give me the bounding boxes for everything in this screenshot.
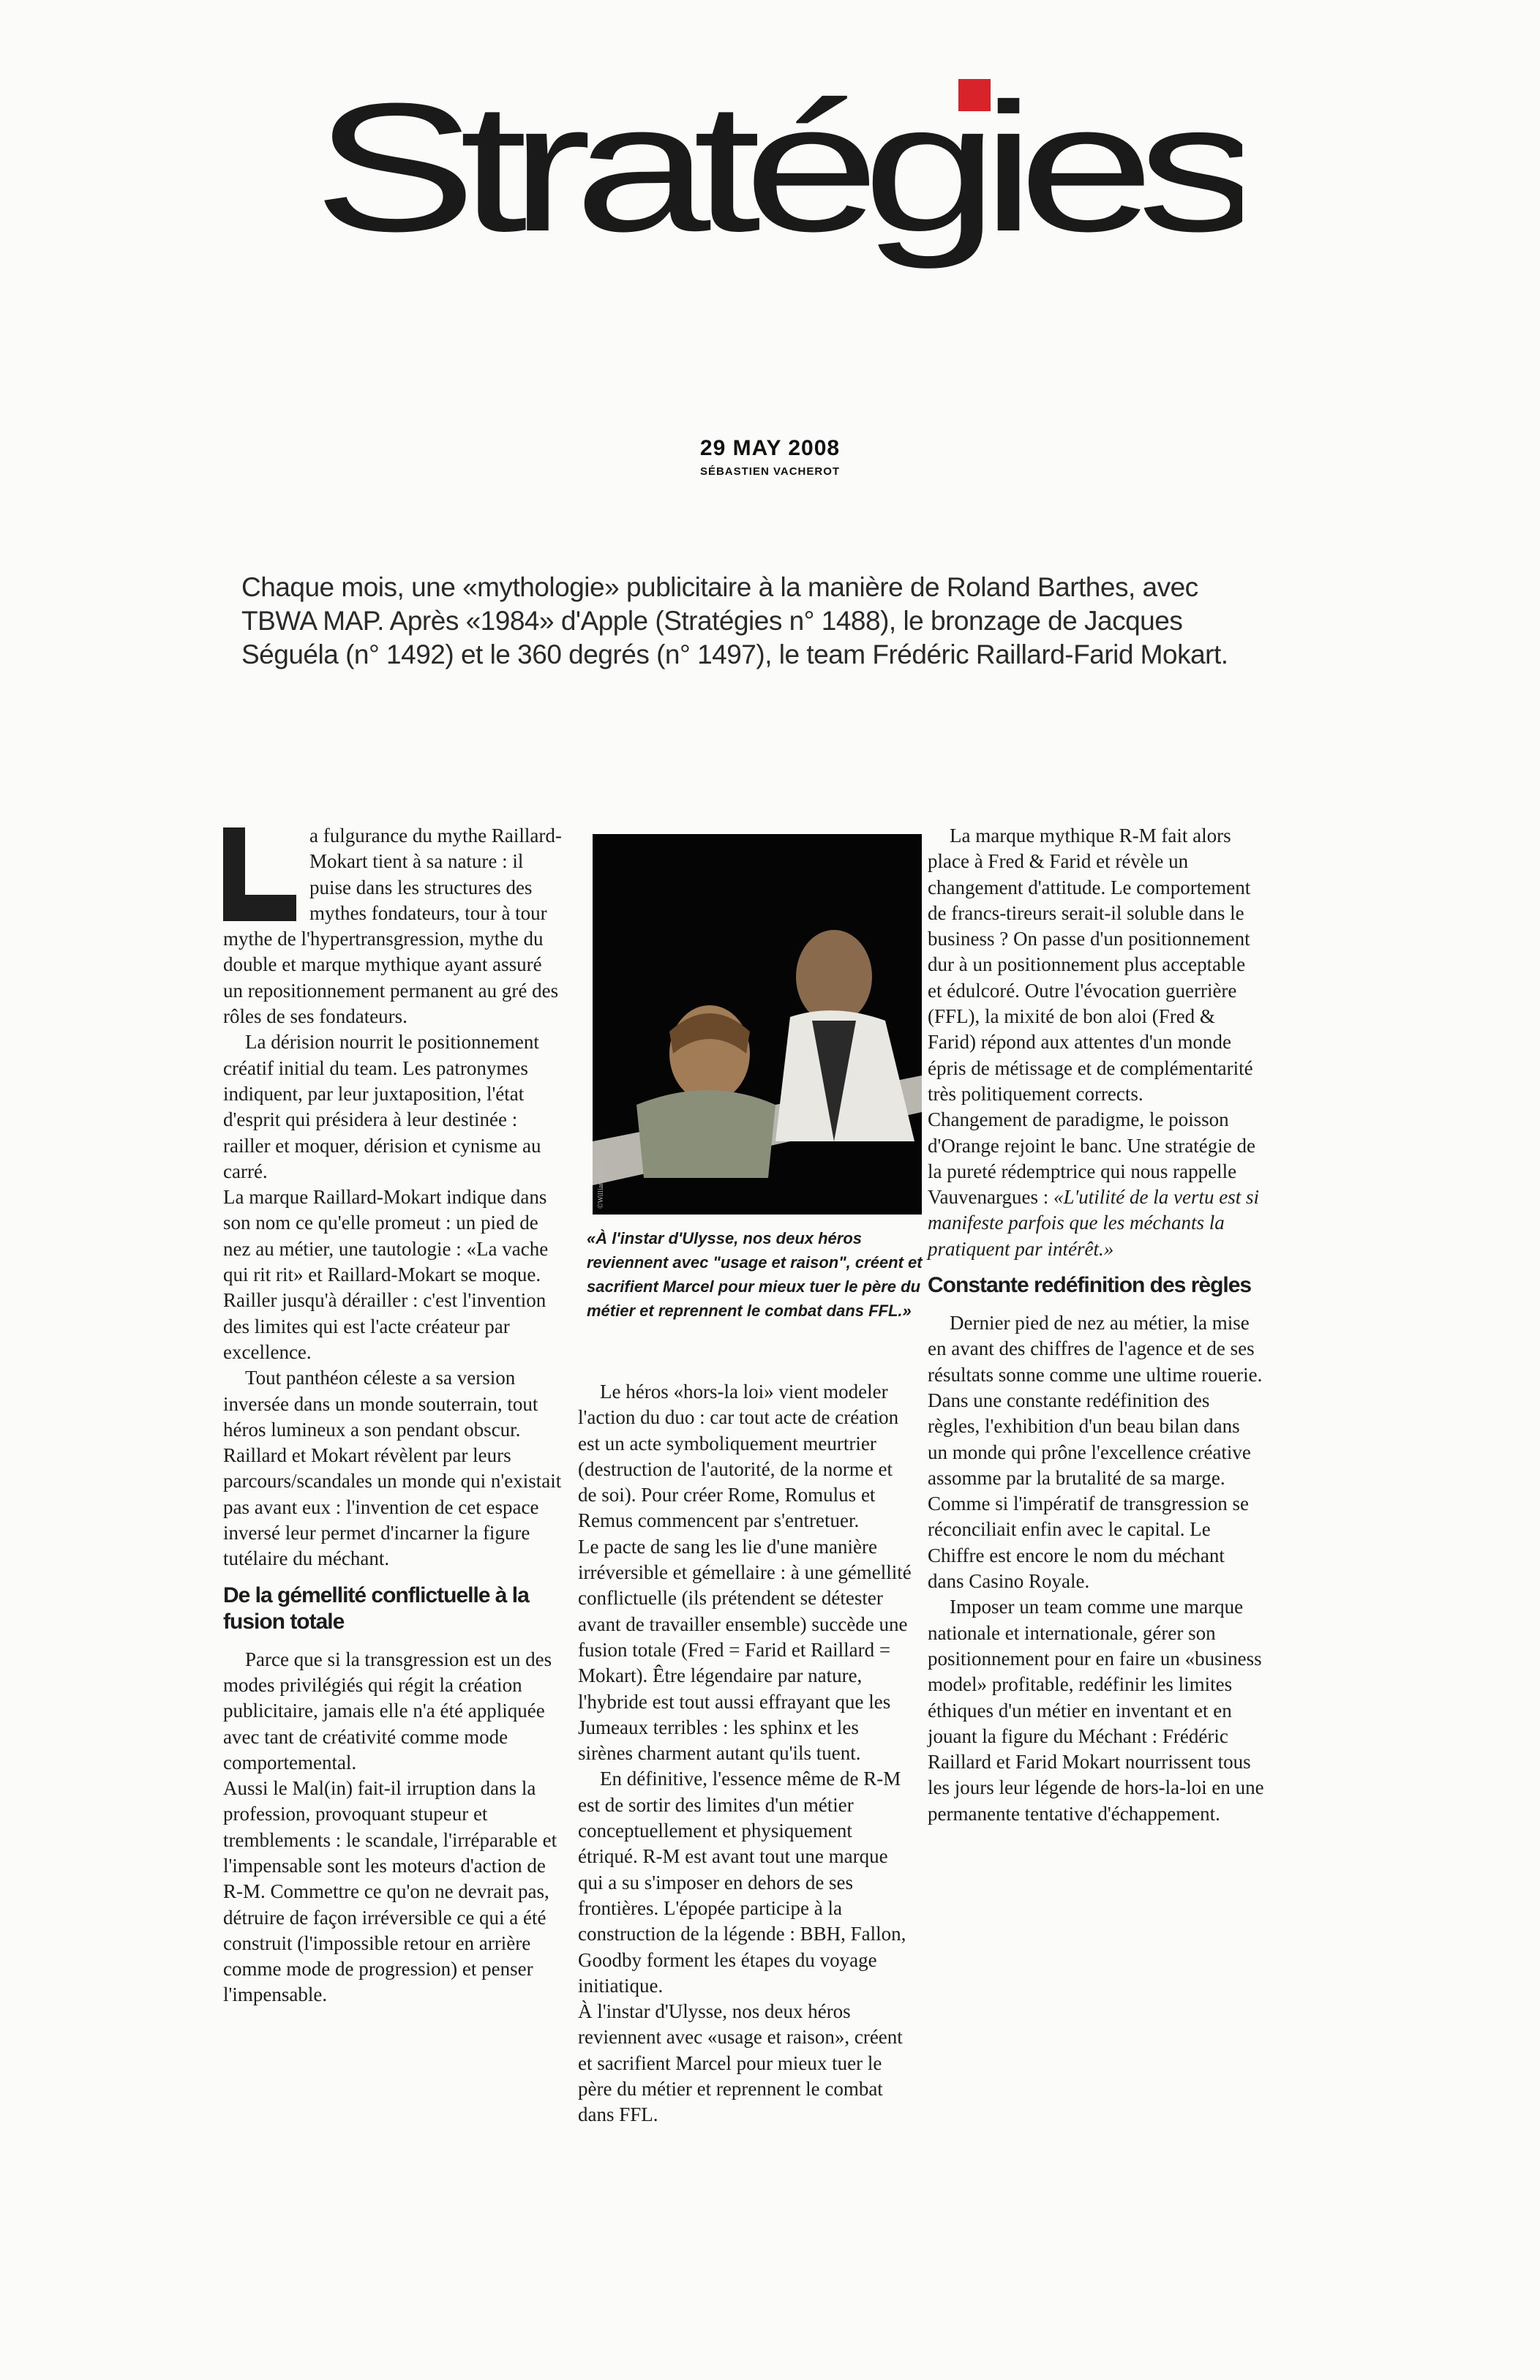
col1-paragraph: Tout panthéon céleste a sa version inversée dans un monde souterrain, tout héros lumineux a son pendant obscur. Raillard et Mokart révèlent par leurs parcours/scandales un monde qui n'existait pas avant eux : l'invention de cet espace inversé leur permet d'incarner la figure tutélaire du méchant. [223,1367,562,1570]
col3-paragraph: Imposer un team comme une marque nationale et internationale, gérer son positionnement pour en faire un «business model» profitable, redéfinir les limites éthiques d'un métier en inventant et en jouant la figure du Méchant : Frédéric Raillard et Farid Mokart nourrissent tous les jours leur légende de hors-la-loi en une permanente tentative d'échappement. [928,1596,1264,1825]
article-photo [593,834,922,1215]
article-author: SÉBASTIEN VACHEROT [699,465,841,478]
col3-quote-intro: Changement de paradigme, le poisson d'Orange rejoint le banc. Une stratégie de la pureté rédemptrice qui nous rappelle Vauvenargues : [928,1108,1255,1209]
dropcap-l [223,827,296,921]
col1-paragraph: Aussi le Mal(in) fait-il irruption dans la profession, provoquant stupeur et tremblements : le scandale, l'irréparable et l'impensable sont les moteurs d'action de R-M. Commettre ce qu'on ne devrait pas, détruire de façon irréversible ce qui a été construit (l'impossible retour en arrière comme mode de progression) et penser l'impensable. [223,1777,557,2006]
photo-two-men [593,834,922,1215]
column-1 [223,823,563,2008]
col2-paragraph: Le pacte de sang les lie d'une manière irréversible et gémellaire : à une gémellité conflictuelle (ils prétendent se détester avant de travailler ensemble) succède une fusion totale (Fred = Farid et Raillard = Mokart). Être légendaire par nature, l'hybride est tout aussi effrayant que les Jumeaux terribles : les sphinx et les sirènes charment autant qu'ils tuent. [578,1535,912,1765]
col3-paragraph: Dernier pied de nez au métier, la mise en avant des chiffres de l'agence et de ses résultats sonne comme une ultime rouerie. Dans une constante redéfinition des règles, l'exhibition d'un beau bilan dans un monde qui prône l'excellence créative assomme par la brutalité de sa marge. Comme si l'impératif de transgression se réconciliait enfin avec le capital. Le Chiffre est encore le nom du méchant dans Casino Royale. [928,1312,1263,1593]
subheading-redefinition: Constante redéfinition des règles [928,1273,1252,1298]
photo-credit: ©William Pace [597,1163,605,1209]
col2-paragraph: Le héros «hors-la loi» vient modeler l'action du duo : car tout acte de création est un acte symboliquement meurtrier (destruction de l'autorité, de la norme et de soi). Pour créer Rome, Romulus et Remus commencent par s'entretuer. [578,1381,899,1532]
col1-paragraph: a fulgurance du mythe Raillard-Mokart tient à sa nature : il puise dans les structures des mythes fondateurs, tour à tour mythe de l'hypertransgression, mythe du double et marque mythique ayant assuré un repositionnement permanent au gré des rôles de ses fondateurs. [223,825,562,1028]
col1-paragraph: Parce que si la transgression est un des modes privilégiés qui régit la création publicitaire, jamais elle n'a été appliquée avec tant de créativité comme mode comportemental. [223,1648,552,1773]
masthead-title: Stratégies [313,65,1242,269]
col3-paragraph: La marque mythique R-M fait alors place à Fred & Farid et révèle un changement d'attitude. Le comportement de francs-tireurs serait-il soluble dans le business ? On passe d'un positionnement dur à un positionnement plus acceptable et édulcoré. Outre l'évocation guerrière (FFL), la mixité de bon aloi (Fred & Farid) répond aux attentes d'un monde épris de métissage et de complémentarité très politiquement corrects. [928,825,1253,1105]
col2-paragraph: À l'instar d'Ulysse, nos deux héros reviennent avec «usage et raison», créent et sacrifient Marcel pour mieux tuer le père du métier et reprennent le combat dans FFL. [578,2000,903,2126]
article-date: 29 MAY 2008 [699,436,841,460]
masthead-logotype [313,59,1242,351]
vauvenargues-quote: «L'utilité de la vertu est si manifeste parfois que les méchants la pratiquent par intérêt.» [928,1186,1259,1260]
col1-paragraph: La marque Raillard-Mokart indique dans son nom ce qu'elle promeut : un pied de nez au métier, une tautologie : «La vache qui rit rit» et Raillard-Mokart se moque. Railler jusqu'à dérailler : c'est l'invention des limites qui est l'acte créateur par excellence. [223,1186,549,1363]
article-intro: Chaque mois, une «mythologie» publicitaire à la manière de Roland Barthes, avec TBWA MAP. Après «1984» d'Apple (Stratégies n° 1488), le bronzage de Jacques Séguéla (n° 1492) et le 360 degrés (n° 1497), le team Frédéric Raillard-Farid Mokart. [241,572,1228,669]
column-3 [928,823,1264,1827]
photo-caption: «À l'instar d'Ulysse, nos deux héros reviennent avec "usage et raison", créent et sacrifient Marcel pour mieux tuer le père du métier et reprennent le combat dans FFL.» [587,1229,923,1320]
subheading-gemellite: De la gémellité conflictuelle à la fusion totale [223,1583,529,1634]
col3-paragraph [928,1107,1264,1262]
col2-paragraph: En définitive, l'essence même de R-M est de sortir des limites d'un métier conceptuellement et physiquement étriqué. R-M est avant tout une marque qui a su s'imposer en dehors de ses frontières. L'épopée participe à la construction de la légende : BBH, Fallon, Goodby forment les étapes du voyage initiatique. [578,1768,906,1997]
column-2 [578,1379,914,2128]
masthead-logo [313,59,1242,351]
col1-paragraph: La dérision nourrit le positionnement créatif initial du team. Les patronymes indiquent, par leur juxtaposition, l'état d'esprit qui présidera à leur destinée : railler et moquer, dérision et cynisme au carré. [223,1031,541,1182]
